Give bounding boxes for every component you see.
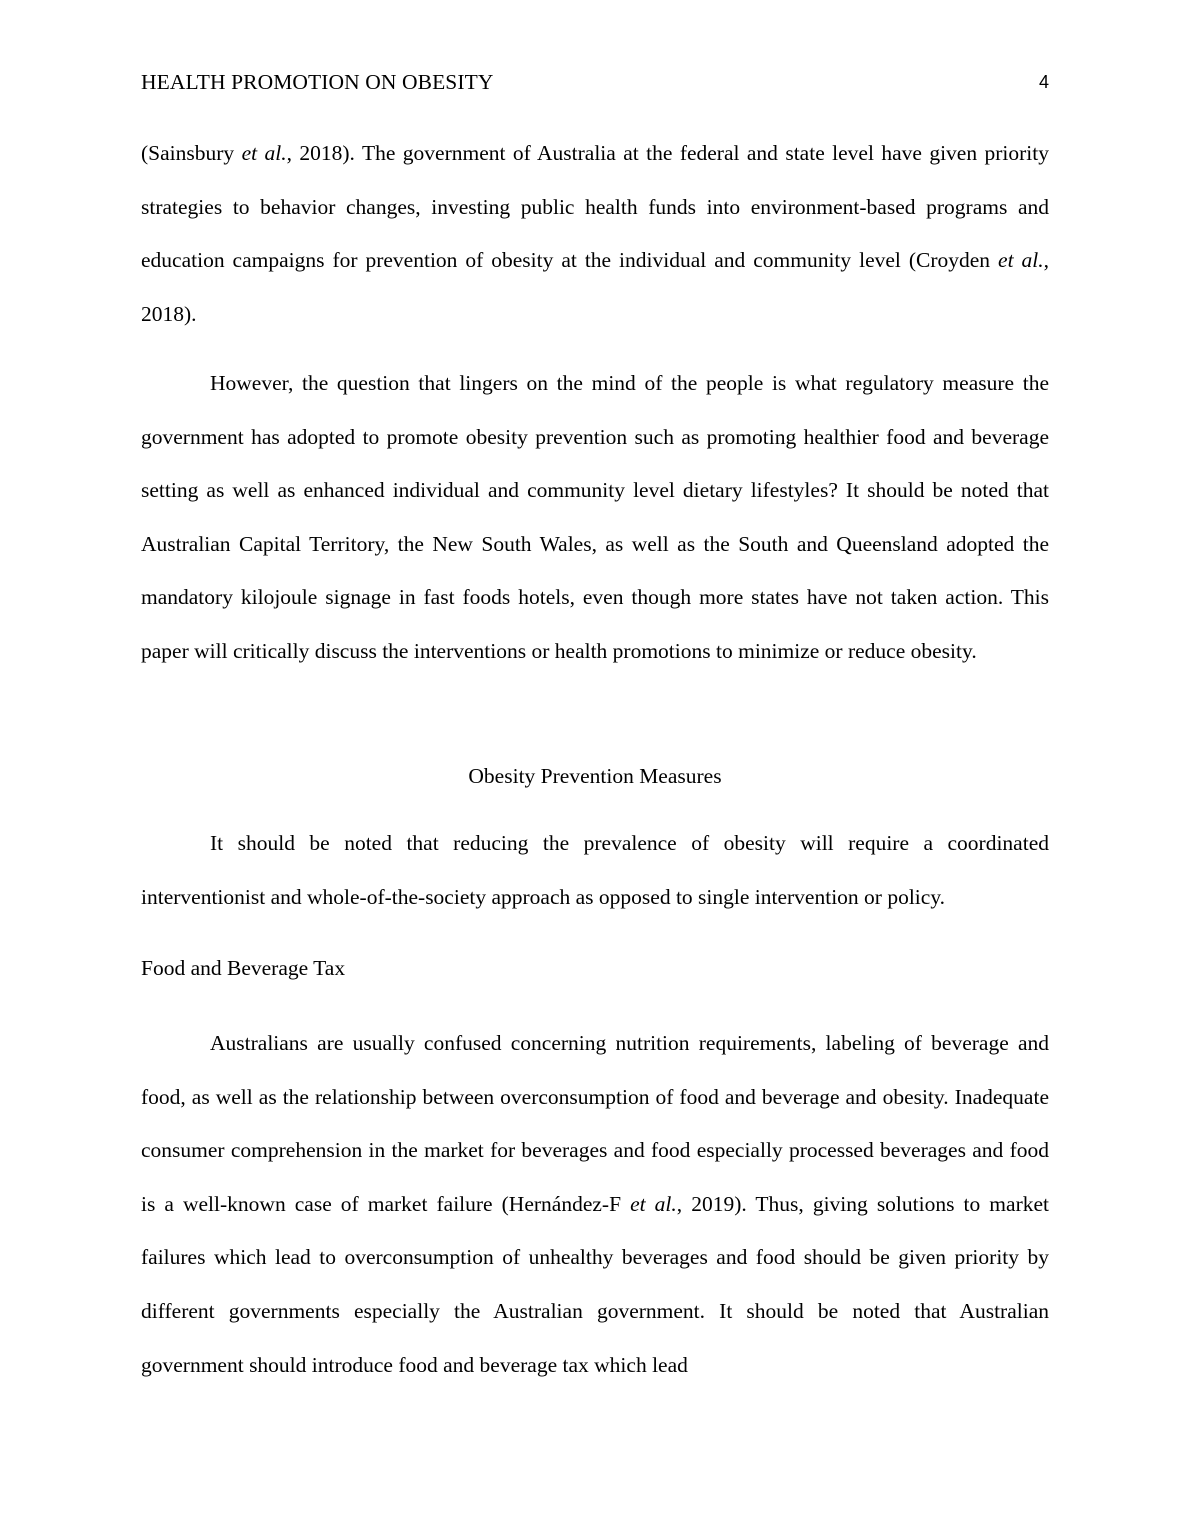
- para4-text-a: Australians are usually confused concerning nutrition requirements, labeling of beverage and food, as well as the relationship between overconsumption of food and beverage and obesity. Inadequate consumer comprehension in the market for beverages and food especially processed beverages and food is a well-known case of market failure (Hernández-F: [141, 1031, 1049, 1216]
- paragraph-3-text: It should be noted that reducing the prevalence of obesity will require a coordinated interventionist and whole-of-the-society approach as opposed to single intervention or policy.: [141, 831, 1049, 909]
- para4-text-b: , 2019). Thus, giving solutions to market failures which lead to overconsumption of unhealthy beverages and food should be given priority by different governments especially the Australian government. It should be noted that Australian government should introduce food and beverage tax which lead: [141, 1191, 1049, 1377]
- paragraph-4: [141, 1017, 1049, 1392]
- page-number: 4: [1038, 72, 1049, 92]
- subsection-heading: Food and Beverage Tax: [141, 956, 346, 980]
- paragraph-continued: [141, 127, 1049, 341]
- paragraph-2: [141, 357, 1049, 679]
- running-head: [141, 70, 1049, 100]
- running-head-title: HEALTH PROMOTION ON OBESITY: [141, 70, 494, 94]
- para1-text-b: , 2018). The government of Australia at the federal and state level have given priority strategies to behavior changes, investing public health funds into environment-based programs and education campaigns for prevention of obesity at the individual and community level (Croyden: [141, 141, 1049, 273]
- para4-italic-a: et al.: [630, 1191, 677, 1216]
- para1-text-a: (Sainsbury: [141, 141, 242, 165]
- para1-text-c: , 2018).: [141, 248, 1049, 326]
- para1-italic-a: et al.: [241, 141, 287, 165]
- paragraph-4-text: [141, 1017, 1049, 1392]
- para1-italic-b: et al.: [998, 248, 1044, 273]
- paragraph-3: [141, 817, 1049, 924]
- paragraph-2-text: However, the question that lingers on the mind of the people is what regulatory measure the government has adopted to promote obesity prevention such as promoting healthier food and beverage setting as well as enhanced individual and community level dietary lifestyles? It should be noted that Australian Capital Territory, the New South Wales, as well as the South and Queensland adopted the mandatory kilojoule signage in fast foods hotels, even though more states have not taken action. This paper will critically discuss the interventions or health promotions to minimize or reduce obesity.: [141, 371, 1049, 663]
- paragraph-1-text: [141, 127, 1049, 341]
- section-heading: Obesity Prevention Measures: [468, 764, 722, 788]
